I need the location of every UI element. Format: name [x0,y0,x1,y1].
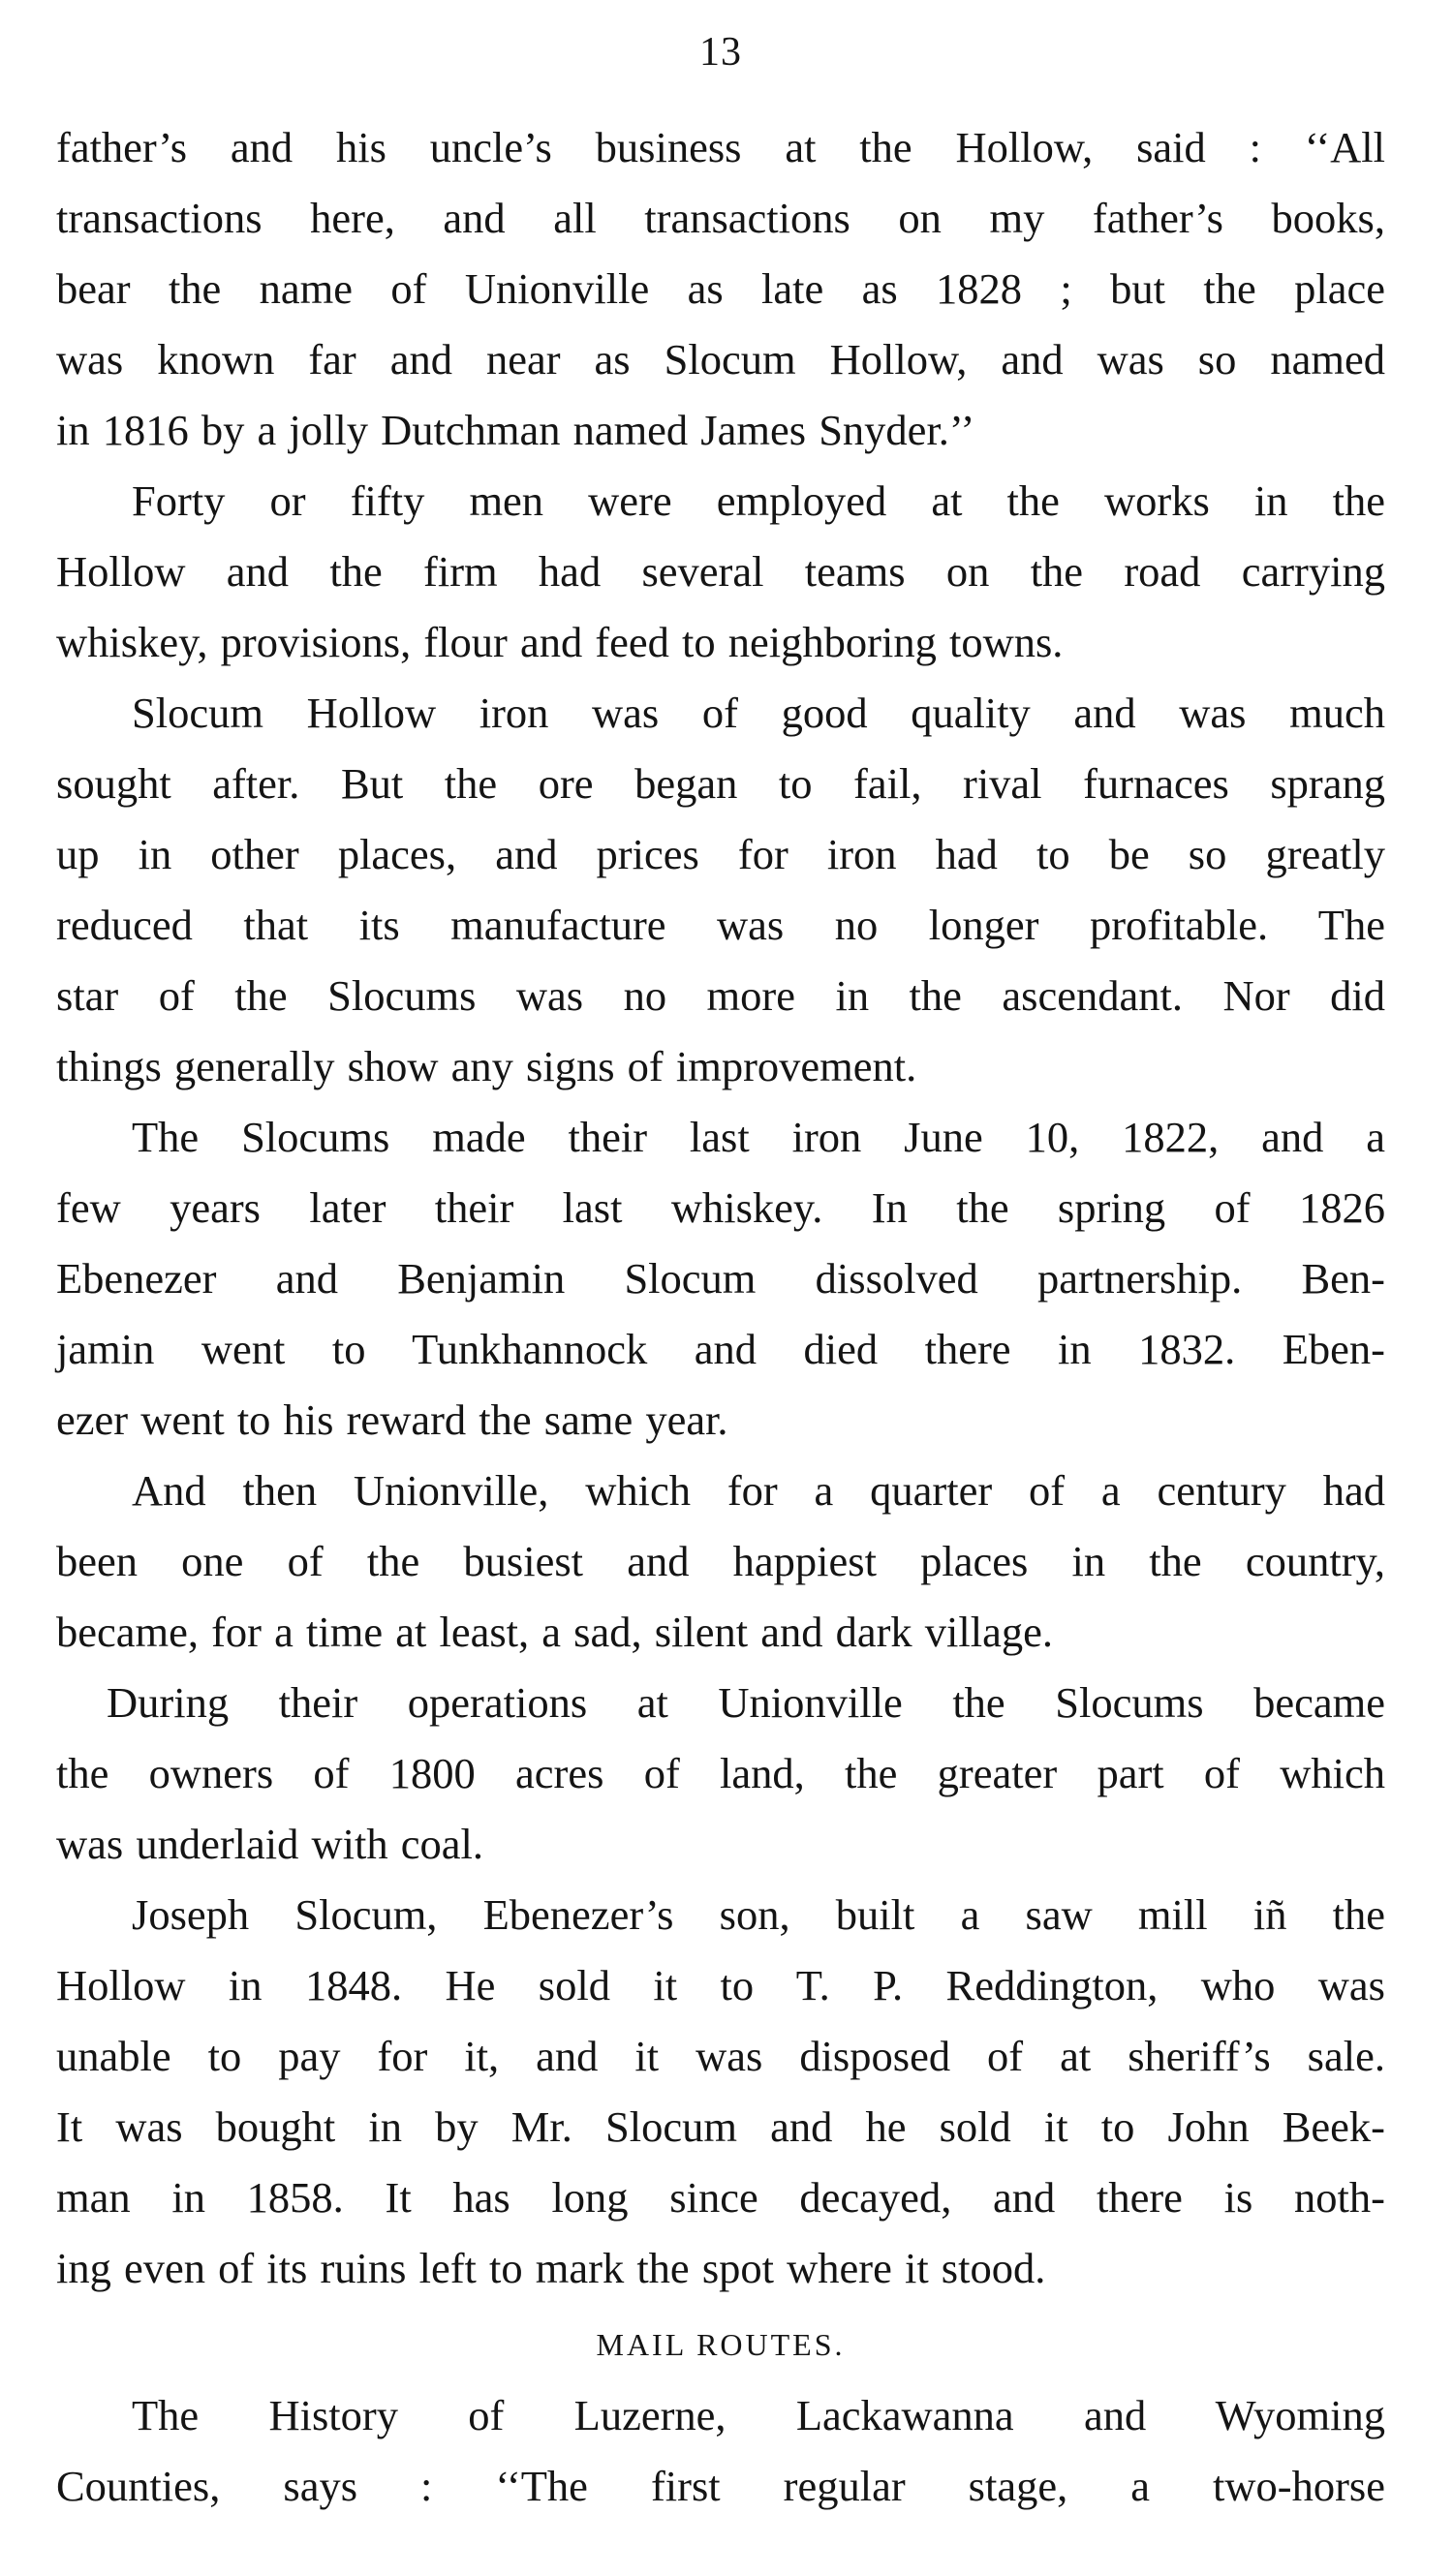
text-line: was known far and near as Slocum Hollow, and was so named [56,335,1385,383]
text-line: Hollow in 1848. He sold it to T. P. Reddington, who was [56,1961,1385,2009]
text-line: became, for a time at least, a sad, silent and dark village. [56,1608,1054,1656]
text-line: And then Unionville, which for a quarter of a century had [132,1466,1385,1515]
text-line: whiskey, provisions, flour and feed to neighboring towns. [56,618,1064,666]
paragraph-3 [56,678,1385,1102]
text-line: been one of the busiest and happiest places in the country, [56,1537,1385,1585]
text-line: father’s and his uncle’s business at the Hollow, said : ‘‘All [56,123,1385,171]
text-line: few years later their last whiskey. In the spring of 1826 [56,1183,1385,1232]
text-line: Hollow and the firm had several teams on the road carrying [56,547,1385,596]
text-line: During their operations at Unionville the Slocums became [107,1678,1385,1727]
text-line: Counties, says : ‘‘The first regular stage, a two-horse [56,2462,1385,2510]
text-line: star of the Slocums was no more in the ascendant. Nor did [56,971,1385,1020]
text-line: in 1816 by a jolly Dutchman named James Snyder.’’ [56,406,975,454]
text-line: transactions here, and all transactions on my father’s books, [56,194,1385,242]
text-line: sought after. But the ore began to fail, rival furnaces sprang [56,759,1385,808]
text-line: bear the name of Unionville as late as 1828 ; but the place [56,264,1385,313]
text-line: jamin went to Tunkhannock and died there in 1832. Eben- [56,1325,1385,1373]
text-line: reduced that its manufacture was no longer profitable. The [56,901,1385,949]
paragraph-2 [56,466,1385,678]
text-line: ing even of its ruins left to mark the spot where it stood. [56,2244,1046,2292]
text-line: Joseph Slocum, Ebenezer’s son, built a saw mill iñ the [132,1890,1385,1939]
text-line: up in other places, and prices for iron had to be so greatly [56,830,1385,878]
paragraph-1 [56,112,1385,466]
text-line: man in 1858. It has long since decayed, and there is noth- [56,2173,1385,2222]
paragraph-7 [56,1880,1385,2304]
text-line: the owners of 1800 acres of land, the greater part of which [56,1749,1385,1797]
section-heading: MAIL ROUTES. [596,2327,846,2362]
text-line: Ebenezer and Benjamin Slocum dissolved partnership. Ben- [56,1254,1385,1303]
text-line: unable to pay for it, and it was disposed of at sheriff’s sale. [56,2032,1385,2080]
body-text [56,112,1385,2522]
book-page [56,27,1385,2522]
text-line: Slocum Hollow iron was of good quality and was much [132,689,1385,737]
text-line: The Slocums made their last iron June 10, 1822, and a [132,1113,1385,1161]
text-line: The History of Luzerne, Lackawanna and Wyoming [132,2391,1385,2439]
paragraph-6 [56,1668,1385,1880]
text-line: was underlaid with coal. [56,1820,483,1868]
text-line: ezer went to his reward the same year. [56,1395,728,1444]
paragraph-4 [56,1102,1385,1456]
paragraph-8 [56,2380,1385,2522]
text-line: It was bought in by Mr. Slocum and he sold it to John Beek- [56,2102,1385,2151]
paragraph-5 [56,1456,1385,1668]
text-line: things generally show any signs of improvement. [56,1042,917,1090]
text-line: Forty or fifty men were employed at the works in the [132,476,1385,525]
page-number: 13 [699,30,742,75]
